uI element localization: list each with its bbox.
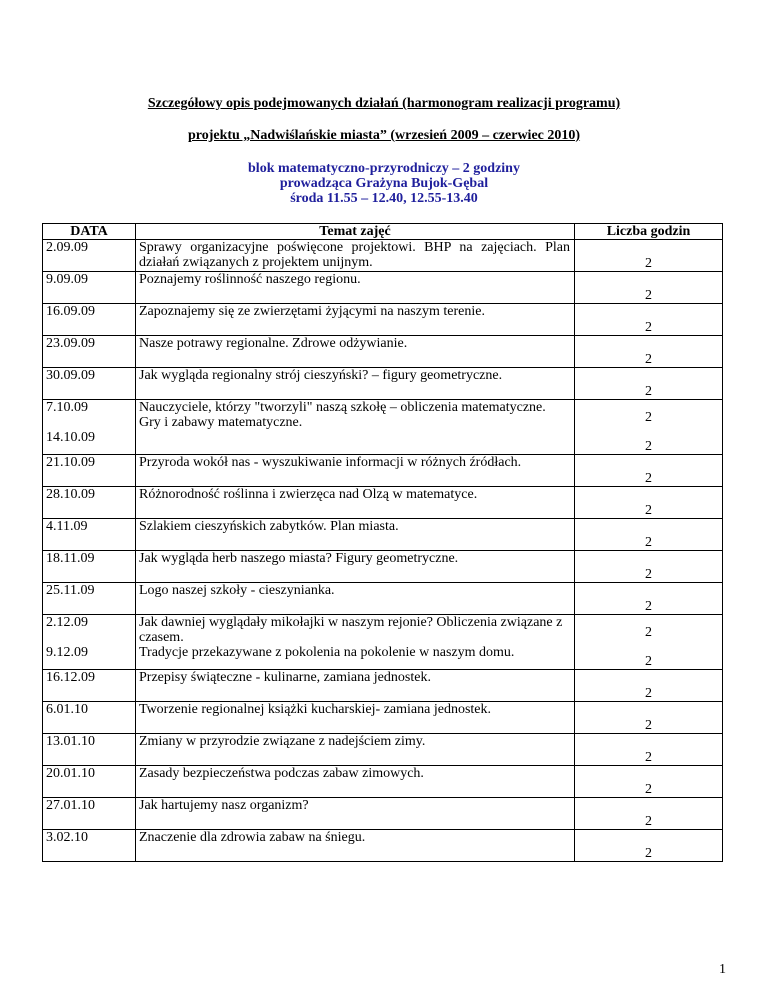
table-row (43, 583, 723, 615)
row-topic: Znaczenie dla zdrowia zabaw na śniegu. (136, 830, 575, 862)
table-row (43, 519, 723, 551)
header-date: DATA (43, 224, 136, 240)
row-date: 27.01.10 (43, 798, 136, 830)
row-topic: Jak hartujemy nasz organizm? (136, 798, 575, 830)
row-topic: Różnorodność roślinna i zwierzęca nad Olzą w matematyce. (136, 487, 575, 519)
page-number: 1 (719, 962, 726, 977)
row-date: 2.09.09 (43, 240, 136, 272)
header-hours: Liczba godzin (575, 224, 723, 240)
row-date: 13.01.10 (43, 734, 136, 766)
row-date: 4.11.09 (43, 519, 136, 551)
header-topic: Temat zajęć (136, 224, 575, 240)
row-date-second: 14.10.09 (46, 430, 95, 445)
table-row (43, 240, 723, 272)
row-hours: 2 (575, 734, 723, 766)
teacher-name: prowadząca Grażyna Bujok-Gębal (279, 176, 489, 191)
table-row (43, 615, 723, 670)
table-row (43, 830, 723, 862)
row-hours: 2 (575, 455, 723, 487)
row-date: 16.09.09 (43, 304, 136, 336)
row-topic: Sprawy organizacyjne poświęcone projektowi. BHP na zajęciach. Plan działań związanych z projektem unijnym. (136, 240, 575, 272)
project-subtitle: projektu „Nadwiślańskie miasta” (wrzesień 2009 – czerwiec 2010) (187, 128, 581, 143)
row-topic-second: Tradycje przekazywane z pokolenia na pokolenie w naszym domu. (139, 645, 515, 660)
row-date: 16.12.09 (43, 670, 136, 702)
table-row (43, 336, 723, 368)
schedule-time: środa 11.55 – 12.40, 12.55-13.40 (290, 191, 478, 206)
table-row (43, 368, 723, 400)
row-topic: Przyroda wokół nas - wyszukiwanie informacji w różnych źródłach. (136, 455, 575, 487)
row-date: 6.01.10 (43, 702, 136, 734)
table-row (43, 400, 723, 455)
row-date: 20.01.10 (43, 766, 136, 798)
row-date: 25.11.09 (43, 583, 136, 615)
row-topic: Jak wygląda herb naszego miasta? Figury geometryczne. (136, 551, 575, 583)
row-hours: 2 (575, 551, 723, 583)
row-topic: Tworzenie regionalnej książki kucharskiej- zamiana jednostek. (136, 702, 575, 734)
row-hours-second: 2 (645, 439, 652, 454)
row-topic: Nasze potrawy regionalne. Zdrowe odżywianie. (136, 336, 575, 368)
block-name: blok matematyczno-przyrodniczy – 2 godziny (248, 161, 520, 176)
row-date: 2.12.09 9.12.09 (43, 615, 136, 670)
table-row (43, 551, 723, 583)
row-date: 30.09.09 (43, 368, 136, 400)
row-topic: Zasady bezpieczeństwa podczas zabaw zimowych. (136, 766, 575, 798)
row-hours: 2 (575, 272, 723, 304)
row-topic: Jak wygląda regionalny strój cieszyński? – figury geometryczne. (136, 368, 575, 400)
row-topic: Zmiany w przyrodzie związane z nadejściem zimy. (136, 734, 575, 766)
row-hours: 2 (575, 240, 723, 272)
row-hours: 2 (575, 798, 723, 830)
row-date: 7.10.09 14.10.09 (43, 400, 136, 455)
row-date: 9.09.09 (43, 272, 136, 304)
row-date: 18.11.09 (43, 551, 136, 583)
row-hours: 2 (575, 519, 723, 551)
row-hours: 2 (575, 583, 723, 615)
row-topic: Poznajemy roślinność naszego regionu. (136, 272, 575, 304)
table-row (43, 487, 723, 519)
row-hours: 2 (575, 304, 723, 336)
row-topic: Zapoznajemy się ze zwierzętami żyjącymi na naszym terenie. (136, 304, 575, 336)
row-hours: 2 (575, 830, 723, 862)
row-hours: 2 2 (575, 400, 723, 455)
row-topic: Jak dawniej wyglądały mikołajki w naszym rejonie? Obliczenia związane z czasem. Tradycje przekazywane z pokolenia na pokolenie w naszym domu. (136, 615, 575, 670)
row-topic: Przepisy świąteczne - kulinarne, zamiana jednostek. (136, 670, 575, 702)
row-hours-second: 2 (645, 654, 652, 669)
document-title: Szczegółowy opis podejmowanych działań (harmonogram realizacji programu) (147, 96, 621, 111)
table-row (43, 798, 723, 830)
row-date: 28.10.09 (43, 487, 136, 519)
table-row (43, 272, 723, 304)
row-topic: Szlakiem cieszyńskich zabytków. Plan miasta. (136, 519, 575, 551)
table-row (43, 734, 723, 766)
schedule-table (42, 223, 723, 862)
table-row (43, 304, 723, 336)
row-hours: 2 2 (575, 615, 723, 670)
row-topic: Nauczyciele, którzy "tworzyli" naszą szkołę – obliczenia matematyczne. Gry i zabawy matematyczne. (136, 400, 575, 455)
row-date: 21.10.09 (43, 455, 136, 487)
row-date-second: 9.12.09 (46, 645, 88, 660)
row-topic-second: Gry i zabawy matematyczne. (139, 415, 303, 430)
row-topic: Logo naszej szkoły - cieszynianka. (136, 583, 575, 615)
table-row (43, 766, 723, 798)
row-hours: 2 (575, 702, 723, 734)
table-row (43, 702, 723, 734)
table-row (43, 670, 723, 702)
row-date: 23.09.09 (43, 336, 136, 368)
row-hours: 2 (575, 670, 723, 702)
table-header-row (43, 224, 723, 240)
table-row (43, 455, 723, 487)
row-hours: 2 (575, 766, 723, 798)
row-date: 3.02.10 (43, 830, 136, 862)
row-hours: 2 (575, 487, 723, 519)
row-hours: 2 (575, 368, 723, 400)
row-hours: 2 (575, 336, 723, 368)
